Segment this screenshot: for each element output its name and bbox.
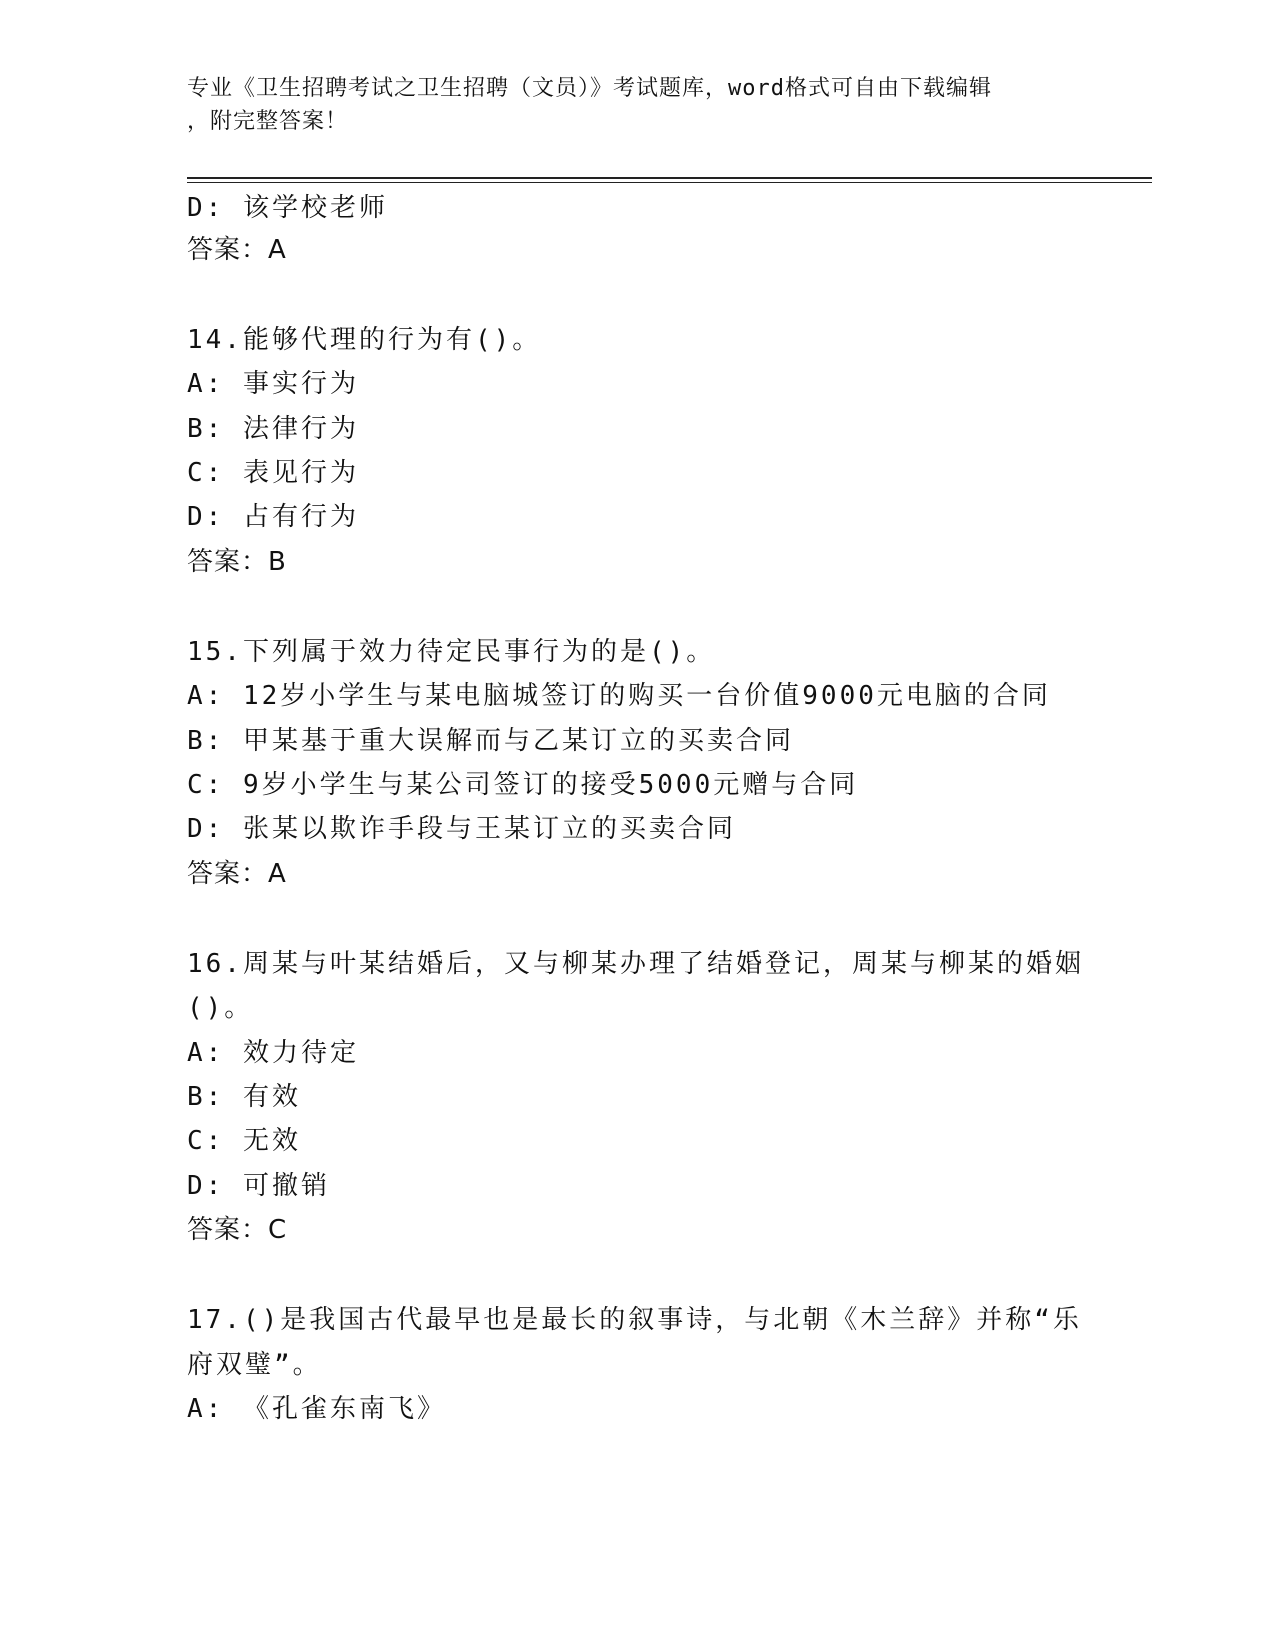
q15-option-a: A: 12岁小学生与某电脑城签订的购买一台价值9000元电脑的合同 [187, 681, 1051, 711]
q16-option-a: A: 效力待定 [187, 1038, 359, 1068]
q14-answer: 答案：B [187, 547, 287, 577]
q14-stem: 14.能够代理的行为有()。 [187, 325, 542, 355]
q16-stem-line-2: ()。 [187, 993, 254, 1023]
q14-option-a: A: 事实行为 [187, 369, 359, 399]
q15-stem: 15.下列属于效力待定民事行为的是()。 [187, 637, 716, 667]
q14-option-b: B: 法律行为 [187, 414, 359, 444]
q17-stem-line-2: 府双璧”。 [187, 1350, 322, 1380]
q17-stem-line-1: 17.()是我国古代最早也是最长的叙事诗，与北朝《木兰辞》并称“乐 [187, 1305, 1082, 1335]
q13-option-d: D: 该学校老师 [187, 193, 388, 223]
document-header [187, 72, 1067, 138]
q16-option-c: C: 无效 [187, 1126, 301, 1156]
q14-option-d: D: 占有行为 [187, 502, 359, 532]
header-divider-thin [187, 182, 1152, 183]
q16-answer: 答案：C [187, 1215, 288, 1245]
q15-option-d: D: 张某以欺诈手段与王某订立的买卖合同 [187, 814, 736, 844]
q15-answer: 答案：A [187, 859, 287, 889]
q16-option-b: B: 有效 [187, 1082, 301, 1112]
q16-stem-line-1: 16.周某与叶某结婚后，又与柳某办理了结婚登记，周某与柳某的婚姻 [187, 949, 1084, 979]
q14-option-c: C: 表见行为 [187, 458, 359, 488]
q15-option-b: B: 甲某基于重大误解而与乙某订立的买卖合同 [187, 726, 794, 756]
q17-option-a: A: 《孔雀东南飞》 [187, 1394, 446, 1424]
header-line-1: 专业《卫生招聘考试之卫生招聘（文员）》考试题库，word格式可自由下载编辑 [187, 76, 992, 101]
q16-option-d: D: 可撤销 [187, 1171, 330, 1201]
header-line-2: ，附完整答案！ [187, 109, 349, 134]
header-divider-thick [187, 177, 1152, 179]
q15-option-c: C: 9岁小学生与某公司签订的接受5000元赠与合同 [187, 770, 859, 800]
q13-answer: 答案：A [187, 235, 287, 265]
